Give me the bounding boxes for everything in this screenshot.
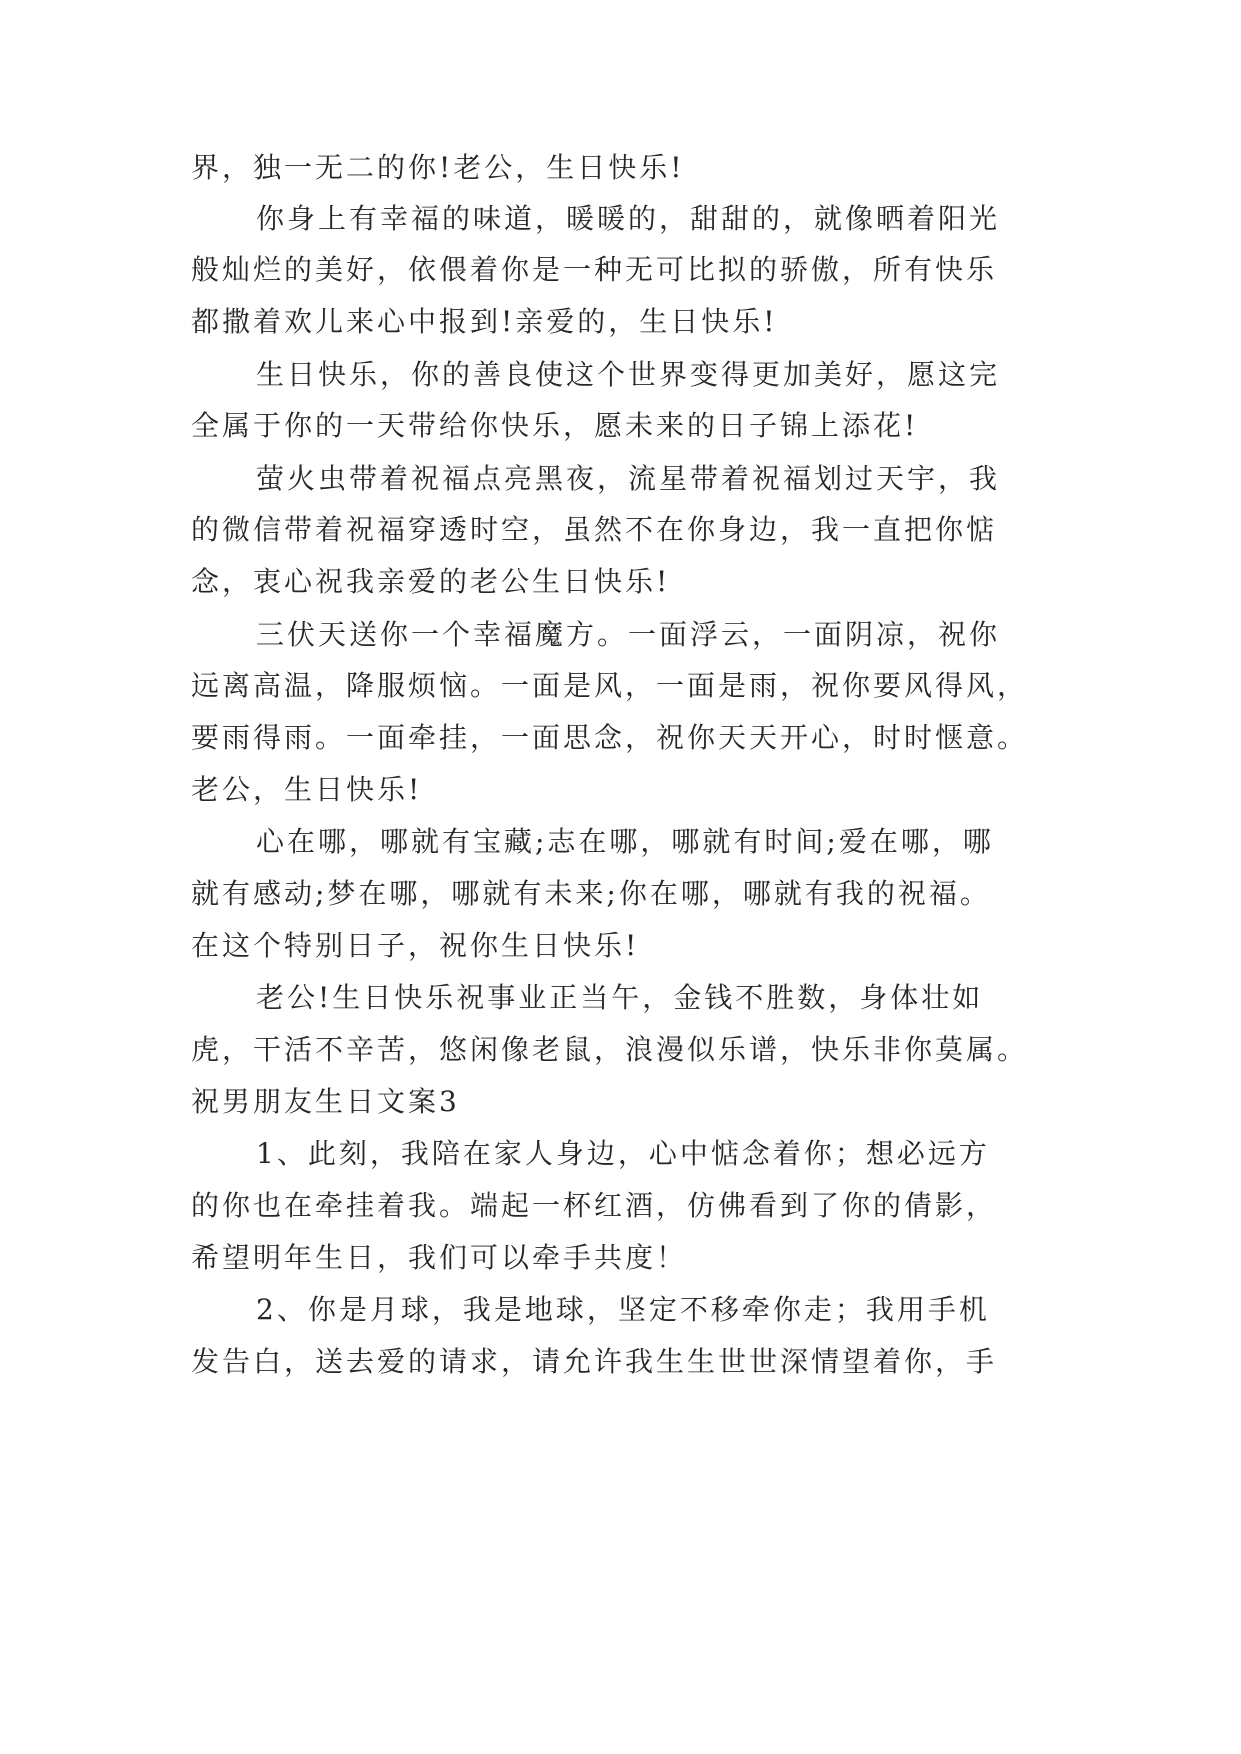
text-line: 在这个特别日子，祝你生日快乐! (191, 929, 640, 962)
text-line: 三伏天送你一个幸福魔方。一面浮云，一面阴凉，祝你 (256, 618, 1001, 651)
text-line: 2、你是月球，我是地球，坚定不移牵你走；我用手机 (256, 1293, 990, 1326)
text-line: 界，独一无二的你!老公，生日快乐! (191, 151, 685, 184)
text-line: 希望明年生日，我们可以牵手共度！ (191, 1241, 688, 1274)
text-line: 全属于你的一天带给你快乐，愿未来的日子锦上添花! (191, 409, 919, 442)
text-line: 心在哪，哪就有宝藏;志在哪，哪就有时间;爱在哪，哪 (256, 825, 994, 858)
text-line: 老公，生日快乐! (191, 773, 423, 806)
section-heading: 祝男朋友生日文案3 (191, 1085, 460, 1118)
text-line: 1、此刻，我陪在家人身边，心中惦念着你；想必远方 (256, 1137, 990, 1170)
text-line: 般灿烂的美好，依偎着你是一种无可比拟的骄傲，所有快乐 (191, 253, 998, 286)
text-line: 念，衷心祝我亲爱的老公生日快乐! (191, 565, 671, 598)
text-line: 远离高温，降服烦恼。一面是风，一面是雨，祝你要风得风， (191, 669, 1029, 702)
text-line: 发告白，送去爱的请求，请允许我生生世世深情望着你，手 (191, 1345, 998, 1378)
text-line: 就有感动;梦在哪，哪就有未来;你在哪，哪就有我的祝福。 (191, 877, 991, 910)
text-line: 要雨得雨。一面牵挂，一面思念，祝你天天开心，时时惬意。 (191, 721, 1029, 754)
text-line: 虎，干活不辛苦，悠闲像老鼠，浪漫似乐谱，快乐非你莫属。 (191, 1033, 1029, 1066)
text-line: 的微信带着祝福穿透时空，虽然不在你身边，我一直把你惦 (191, 513, 998, 546)
text-line: 萤火虫带着祝福点亮黑夜，流星带着祝福划过天宇，我 (256, 462, 1001, 495)
text-line: 都撒着欢儿来心中报到!亲爱的，生日快乐! (191, 305, 778, 338)
text-line: 你身上有幸福的味道，暖暖的，甜甜的，就像晒着阳光 (256, 202, 1001, 235)
text-line: 老公!生日快乐祝事业正当午，金钱不胜数，身体壮如 (256, 981, 984, 1014)
text-line: 的你也在牵挂着我。端起一杯红酒，仿佛看到了你的倩影， (191, 1189, 998, 1222)
text-line: 生日快乐，你的善良使这个世界变得更加美好，愿这完 (256, 358, 1001, 391)
